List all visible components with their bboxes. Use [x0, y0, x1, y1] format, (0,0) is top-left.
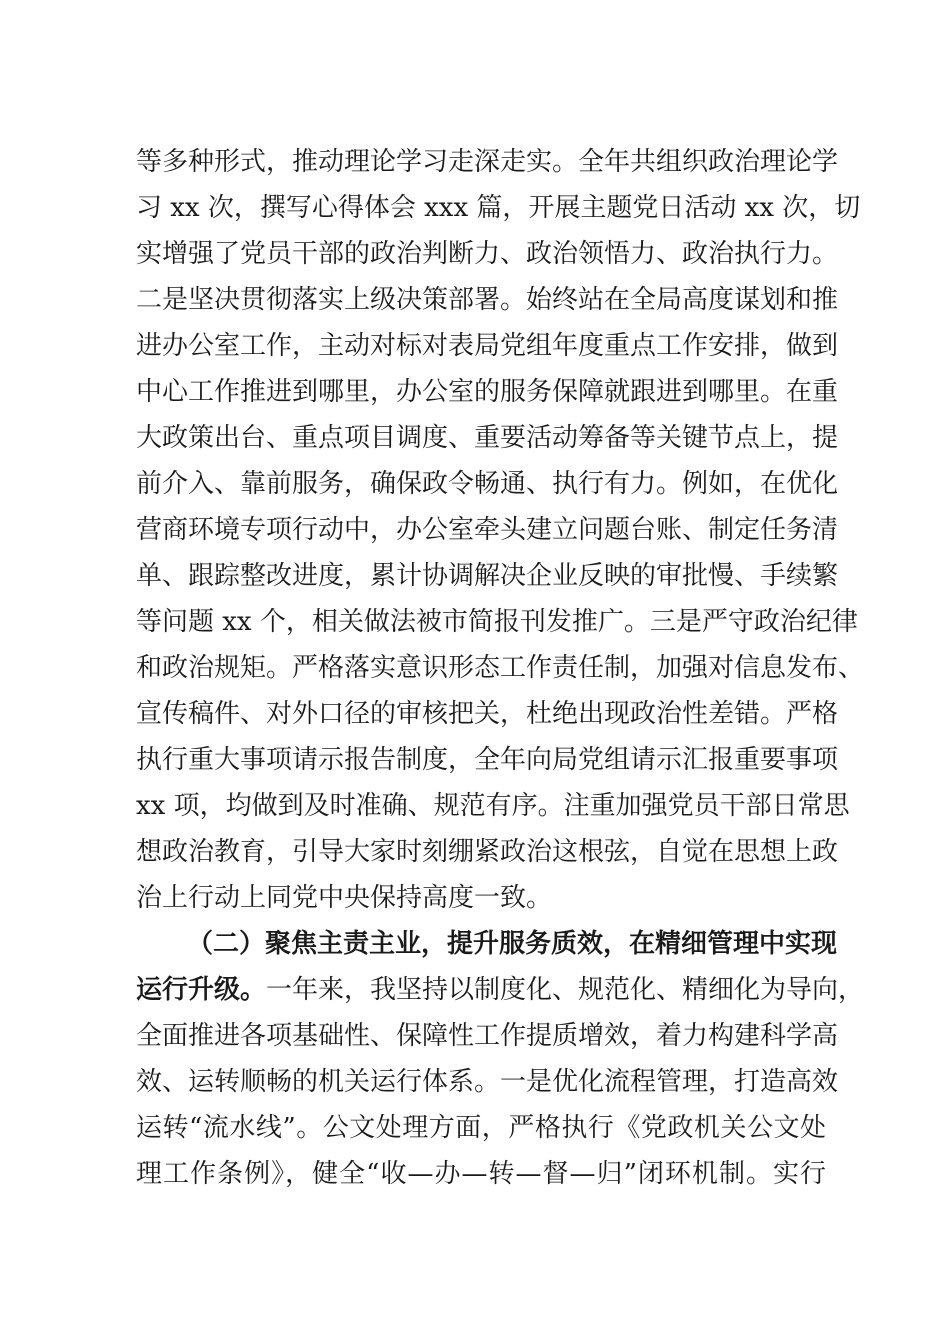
paragraph-line: 大政策出台、重点项目调度、重要活动筹备等关键节点上，提 — [136, 423, 839, 453]
paragraph-line: 前介入、靠前服务，确保政令畅通、执行有力。例如，在优化 — [136, 469, 839, 499]
paragraph-line: 宣传稿件、对外口径的审核把关，杜绝出现政治性差错。严格 — [136, 699, 839, 729]
paragraph-line: 进办公室工作，主动对标对表局党组年度重点工作安排，做到 — [136, 331, 839, 361]
section-heading-text: （二）聚焦主责主业，提升服务质效，在精细管理中实现 — [187, 929, 838, 959]
section-heading — [187, 928, 838, 960]
paragraph-line: 中心工作推进到哪里，办公室的服务保障就跟进到哪里。在重 — [136, 377, 839, 407]
paragraph-line: 理工作条例》，健全“收—办—转—督—归”闭环机制。实行 — [136, 1159, 826, 1189]
section-heading-continuation — [136, 974, 865, 1006]
paragraph-line: xx 项，均做到及时准确、规范有序。注重加强党员干部日常思 — [136, 791, 850, 821]
paragraph-line: 实增强了党员干部的政治判断力、政治领悟力、政治执行力。 — [136, 239, 839, 269]
paragraph-line: 二是坚决贯彻落实上级决策部署。始终站在全局高度谋划和推 — [136, 285, 839, 315]
paragraph-line: 和政治规矩。严格落实意识形态工作责任制，加强对信息发布、 — [136, 653, 865, 683]
section-heading-tail: 运行升级。 — [136, 975, 267, 1005]
paragraph-line: 想政治教育，引导大家时刻绷紧政治这根弦，自觉在思想上政 — [136, 837, 839, 867]
paragraph-line: 全面推进各项基础性、保障性工作提质增效，着力构建科学高 — [136, 1021, 839, 1051]
paragraph-line: 单、跟踪整改进度，累计协调解决企业反映的审批慢、手续繁 — [136, 561, 839, 591]
paragraph-line: 等问题 xx 个，相关做法被市简报刊发推广。三是严守政治纪律 — [136, 607, 858, 637]
paragraph-line: 营商环境专项行动中，办公室牵头建立问题台账、制定任务清 — [136, 515, 839, 545]
paragraph-line: 习 xx 次，撰写心得体会 xxx 篇，开展主题党日活动 xx 次，切 — [136, 193, 861, 223]
paragraph-line: 运转“流水线”。公文处理方面，严格执行《党政机关公文处 — [136, 1113, 826, 1143]
section-intro-text: 一年来，我坚持以制度化、规范化、精细化为导向， — [266, 975, 865, 1005]
paragraph-line: 治上行动上同党中央保持高度一致。 — [136, 883, 553, 913]
paragraph-line: 效、运转顺畅的机关运行体系。一是优化流程管理，打造高效 — [136, 1067, 839, 1097]
paragraph-line: 执行重大事项请示报告制度，全年向局党组请示汇报重要事项 — [136, 745, 839, 775]
paragraph-line: 等多种形式，推动理论学习走深走实。全年共组织政治理论学 — [136, 147, 839, 177]
